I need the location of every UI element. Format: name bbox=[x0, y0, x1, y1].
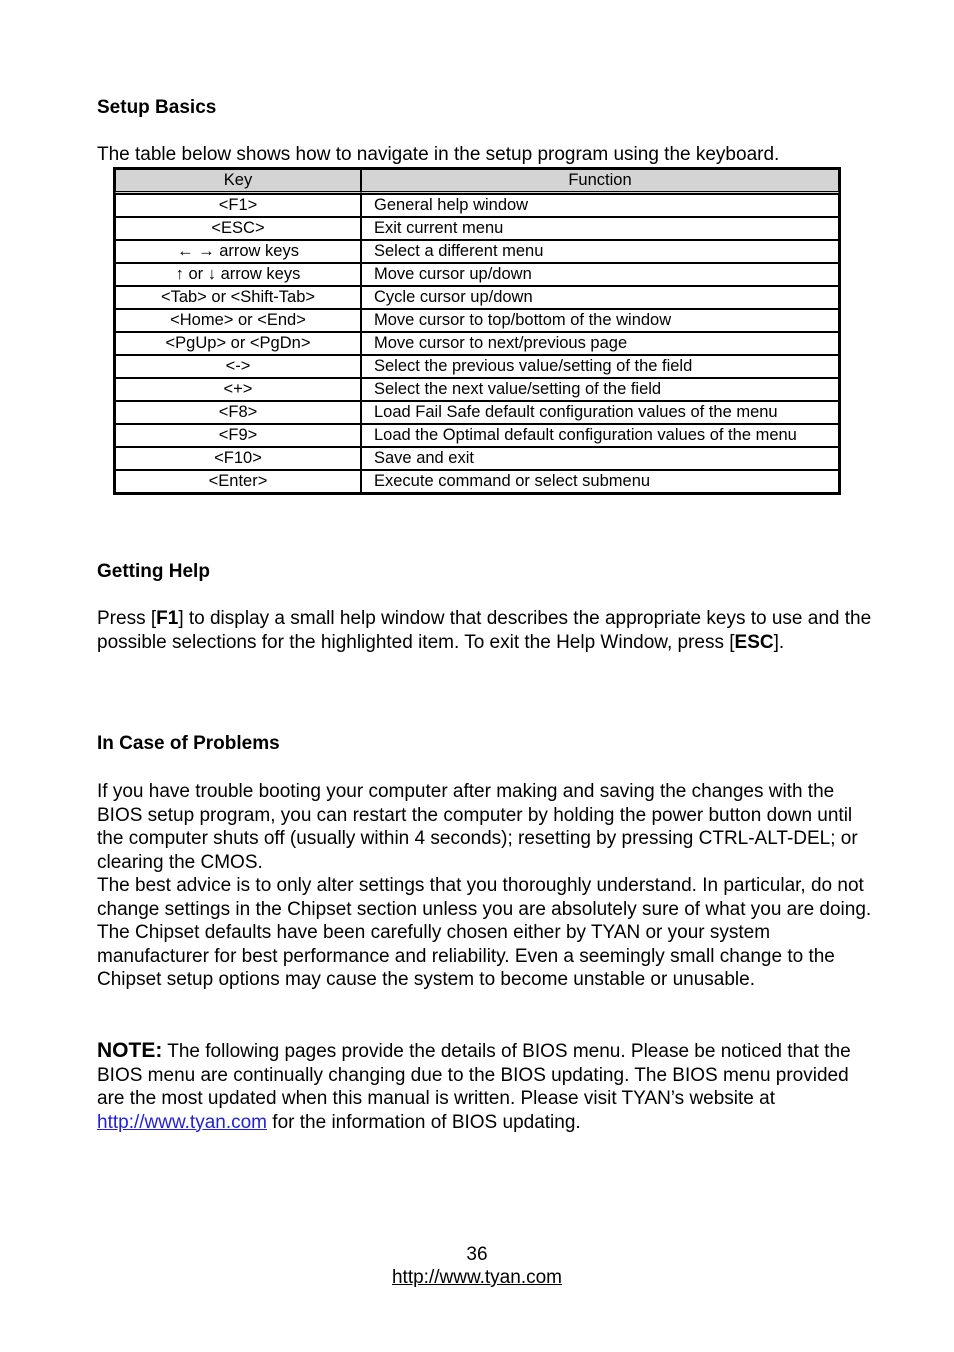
problems-paragraph-1: If you have trouble booting your computer after making and saving the changes with the BIOS setup program, you can restart the computer by holding the power button down until the computer shuts off (usually within 4 seconds); resetting by pressing CTRL-ALT-DEL; or clearing the CMOS. bbox=[97, 781, 858, 873]
key-cell: ↑ or ↓ arrow keys bbox=[115, 263, 361, 286]
problems-paragraph-2: The best advice is to only alter settings that you thoroughly understand. In particular, do not change settings in the Chipset section unless you are absolutely sure of what you are doing. The Chipset defaults have been carefully chosen either by TYAN or your system manufacturer for best performance and reliability. Even a seemingly small change to the Chipset setup options may cause the system to become unstable or unusable. bbox=[97, 875, 872, 990]
function-cell: Load the Optimal default configuration values of the menu bbox=[361, 424, 839, 447]
table-row bbox=[115, 470, 839, 493]
function-cell: Select the next value/setting of the field bbox=[361, 378, 839, 401]
key-cell: <ESC> bbox=[115, 217, 361, 240]
note-paragraph bbox=[97, 1039, 877, 1134]
key-cell: <PgUp> or <PgDn> bbox=[115, 332, 361, 355]
function-column-header: Function bbox=[361, 169, 839, 194]
key-cell: <F9> bbox=[115, 424, 361, 447]
table-row bbox=[115, 424, 839, 447]
getting-help-heading: Getting Help bbox=[97, 561, 210, 582]
help-text-part: Press [ bbox=[97, 608, 157, 629]
note-text-part: for the information of BIOS updating. bbox=[267, 1111, 581, 1133]
function-cell: Select the previous value/setting of the field bbox=[361, 355, 839, 378]
problems-heading: In Case of Problems bbox=[97, 733, 280, 754]
getting-help-paragraph bbox=[97, 607, 877, 654]
navigation-keys-table bbox=[113, 167, 841, 495]
table-header-row bbox=[115, 169, 839, 194]
key-cell: <F8> bbox=[115, 401, 361, 424]
help-text-part: ]. bbox=[773, 631, 785, 653]
function-cell: General help window bbox=[361, 194, 839, 217]
note-text-part: The following pages provide the details of BIOS menu. Please be noticed that the BIOS menu are continually changing due to the BIOS updating. The BIOS menu provided are the most updated when this manual is written. Please visit TYAN’s website at bbox=[97, 1041, 851, 1109]
key-cell: <-> bbox=[115, 355, 361, 378]
key-cell: <F10> bbox=[115, 447, 361, 470]
tyan-website-link[interactable]: http://www.tyan.com bbox=[97, 1111, 268, 1133]
table-row bbox=[115, 263, 839, 286]
footer-url-link[interactable]: http://www.tyan.com bbox=[391, 1267, 562, 1288]
table-row bbox=[115, 240, 839, 263]
setup-basics-heading: Setup Basics bbox=[97, 97, 217, 118]
function-cell: Move cursor up/down bbox=[361, 263, 839, 286]
key-cell: <F1> bbox=[115, 194, 361, 217]
table-row bbox=[115, 332, 839, 355]
table-row bbox=[115, 194, 839, 217]
esc-key-label: ESC bbox=[734, 631, 774, 653]
function-cell: Select a different menu bbox=[361, 240, 839, 263]
function-cell: Move cursor to next/previous page bbox=[361, 332, 839, 355]
table-row bbox=[115, 309, 839, 332]
function-cell: Exit current menu bbox=[361, 217, 839, 240]
key-cell: <Tab> or <Shift-Tab> bbox=[115, 286, 361, 309]
page-number: 36 bbox=[466, 1244, 488, 1265]
setup-basics-intro: The table below shows how to navigate in the setup program using the keyboard. bbox=[97, 144, 780, 165]
key-column-header: Key bbox=[115, 169, 361, 194]
key-cell: <Enter> bbox=[115, 470, 361, 493]
table-row bbox=[115, 217, 839, 240]
table-row bbox=[115, 286, 839, 309]
f1-key-label: F1 bbox=[156, 608, 179, 629]
footer-url bbox=[0, 1266, 954, 1289]
function-cell: Cycle cursor up/down bbox=[361, 286, 839, 309]
note-label: NOTE: bbox=[97, 1039, 163, 1062]
table-row bbox=[115, 355, 839, 378]
key-cell: ← → arrow keys bbox=[115, 240, 361, 263]
table-row bbox=[115, 401, 839, 424]
key-cell: <Home> or <End> bbox=[115, 309, 361, 332]
function-cell: Execute command or select submenu bbox=[361, 470, 839, 493]
function-cell: Save and exit bbox=[361, 447, 839, 470]
function-cell: Load Fail Safe default configuration values of the menu bbox=[361, 401, 839, 424]
help-text-part: ] to display a small help window that describes the appropriate keys to use and the possible selections for the highlighted item. To exit the Help Window, press [ bbox=[97, 608, 872, 653]
function-cell: Move cursor to top/bottom of the window bbox=[361, 309, 839, 332]
key-cell: <+> bbox=[115, 378, 361, 401]
table-row bbox=[115, 447, 839, 470]
table-row bbox=[115, 378, 839, 401]
